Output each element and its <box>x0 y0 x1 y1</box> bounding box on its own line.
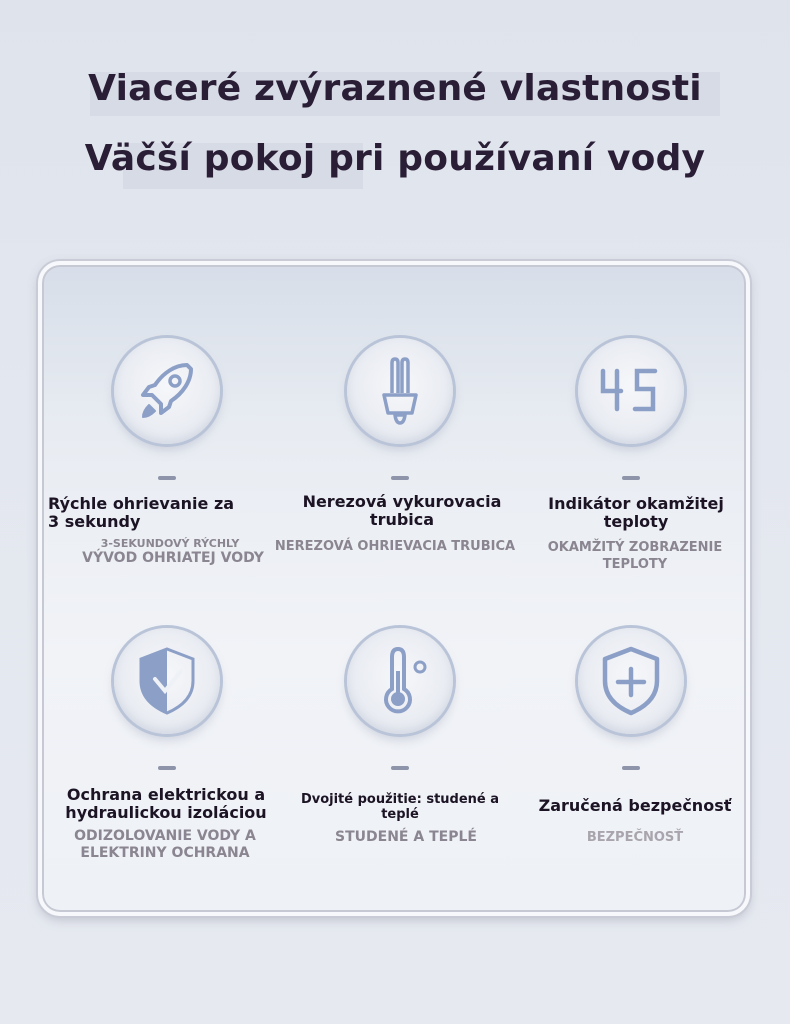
feature-2-divider <box>391 476 409 480</box>
feature-3-icon-badge <box>578 338 684 444</box>
feature-5-divider <box>391 766 409 770</box>
feature-3-divider <box>622 476 640 480</box>
heating-tube-icon <box>360 351 440 431</box>
feature-3-subtitle: OKAMŽITÝ ZOBRAZENIE TEPLOTY <box>547 540 723 572</box>
shield-check-icon <box>127 641 207 721</box>
feature-2-subtitle: NEREZOVÁ OHRIEVACIA TRUBICA <box>274 539 516 554</box>
feature-6-subtitle: BEZPEČNOSŤ <box>586 830 684 845</box>
feature-1-icon-badge <box>114 338 220 444</box>
feature-5-icon-badge <box>347 628 453 734</box>
feature-3-title: Indikátor okamžitej teploty <box>548 494 724 531</box>
temperature-display-icon <box>591 351 671 431</box>
page-subtitle: Väčší pokoj pri používaní vody <box>84 138 706 179</box>
thermometer-icon <box>360 641 440 721</box>
feature-2-icon-badge <box>347 338 453 444</box>
feature-1-subtitle-small: 3-SEKUNDOVÝ RÝCHLY <box>100 537 240 550</box>
page-title: Viaceré zvýraznené vlastnosti <box>88 68 702 109</box>
feature-1-title: Rýchle ohrievanie za 3 sekundy <box>48 494 235 531</box>
feature-1-subtitle: VÝVOD OHRIATEJ VODY <box>82 550 264 566</box>
feature-5-title: Dvojité použitie: studené a teplé <box>300 792 500 822</box>
feature-4-title: Ochrana elektrickou a hydraulickou izoláciou <box>65 785 267 822</box>
feature-6-icon-badge <box>578 628 684 734</box>
shield-plus-icon <box>591 641 671 721</box>
feature-6-divider <box>622 766 640 770</box>
feature-2-title: Nerezová vykurovacia trubica <box>302 492 502 529</box>
feature-4-icon-badge <box>114 628 220 734</box>
feature-6-title: Zaručená bezpečnosť <box>538 796 732 815</box>
feature-4-divider <box>158 766 176 770</box>
feature-4-subtitle: ODIZOLOVANIE VODY A ELEKTRINY OCHRANA <box>74 828 256 861</box>
rocket-icon <box>127 351 207 431</box>
feature-1-divider <box>158 476 176 480</box>
feature-5-subtitle: STUDENÉ A TEPLÉ <box>335 829 477 845</box>
